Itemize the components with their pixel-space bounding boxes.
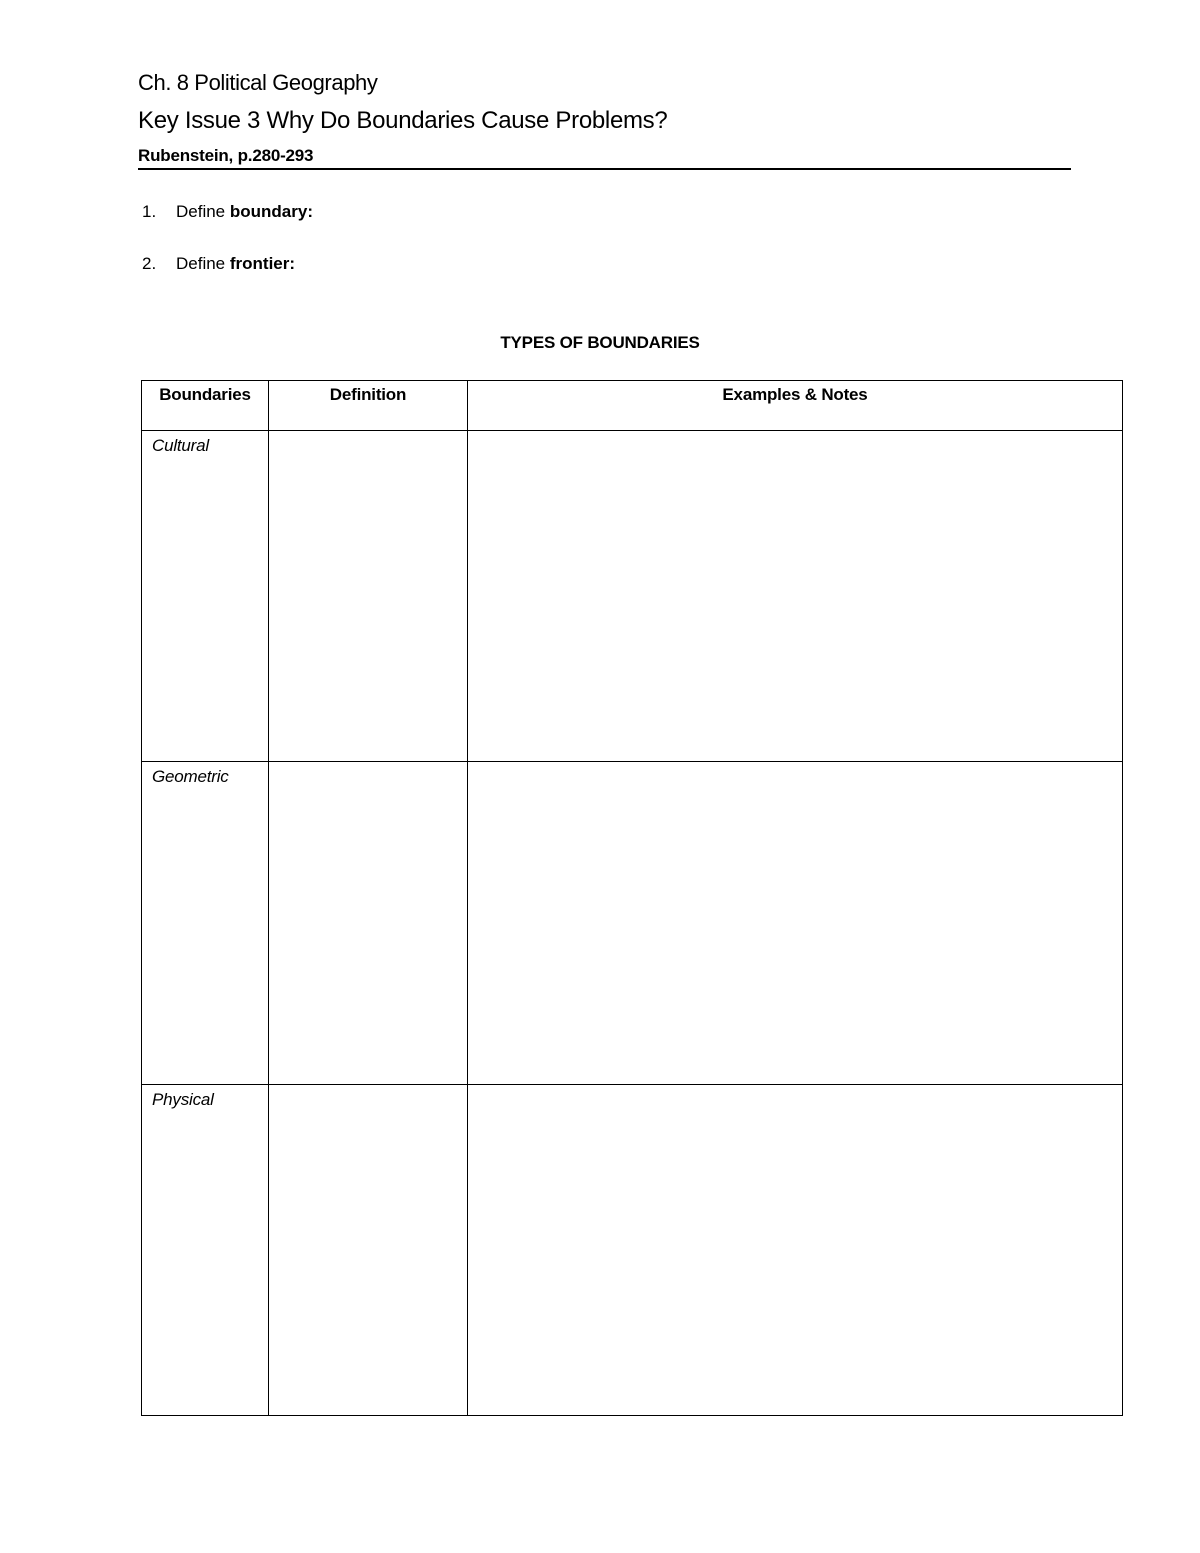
notes-cell[interactable] (468, 1085, 1123, 1416)
question-number: 1. (142, 202, 157, 221)
definition-cell[interactable] (269, 1085, 468, 1416)
column-header-boundaries: Boundaries (142, 381, 269, 431)
row-label-physical: Physical (142, 1085, 269, 1416)
table-header-row (142, 381, 1123, 431)
table-title: TYPES OF BOUNDARIES (500, 333, 700, 352)
question-prefix: Define (176, 254, 226, 273)
key-issue-title: Key Issue 3 Why Do Boundaries Cause Problems? (138, 107, 668, 134)
column-header-examples-notes: Examples & Notes (468, 381, 1123, 431)
row-label-cultural: Cultural (142, 431, 269, 762)
notes-cell[interactable] (468, 762, 1123, 1085)
header-rule (138, 168, 1071, 170)
table-row (142, 431, 1123, 762)
column-header-definition: Definition (269, 381, 468, 431)
question-prefix: Define (176, 202, 226, 221)
header-rule-segment (495, 168, 509, 173)
table-row (142, 1085, 1123, 1416)
question-term: boundary: (229, 202, 313, 221)
question-number: 2. (142, 254, 157, 273)
definition-cell[interactable] (269, 431, 468, 762)
source-reference: Rubenstein, p.280-293 (138, 146, 314, 165)
row-label-geometric: Geometric (142, 762, 269, 1085)
notes-cell[interactable] (468, 431, 1123, 762)
definition-cell[interactable] (269, 762, 468, 1085)
chapter-title: Ch. 8 Political Geography (138, 70, 378, 95)
question-term: frontier: (229, 254, 296, 273)
question-2 (142, 254, 295, 274)
question-1 (142, 202, 313, 222)
boundaries-table (141, 380, 1123, 1416)
header-rule-segment (785, 168, 799, 173)
table-row (142, 762, 1123, 1085)
